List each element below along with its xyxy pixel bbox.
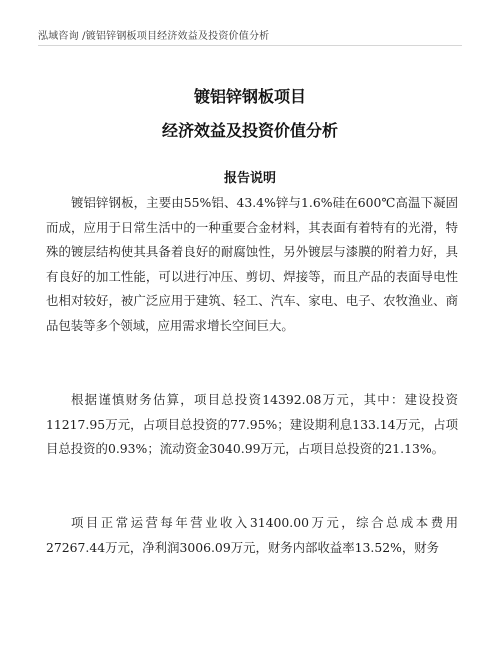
paragraph-text: 项目正常运营每年营业收入31400.00万元，综合总成本费用27267.44万元，净利润3006.09万元，财务内部收益率13.52%，财务 (46, 515, 458, 555)
document-title-line-2: 经济效益及投资价值分析 (161, 121, 338, 140)
running-header: 泓域咨询 /镀铝锌钢板项目经济效益及投资价值分析 (38, 31, 270, 42)
paragraph-text: 镀铝锌钢板，主要由55%铝、43.4%锌与1.6%硅在600℃高温下凝固而成，应用于日常生活中的一种重要合金材料，其表面有着特有的光滑，特殊的镀层结构使其具备着良好的耐腐蚀性，另外镀层与漆膜的附着力好，具有良好的加工性能，可以进行冲压、剪切、焊接等，而且产品的表面导电性也相对较好，被广泛应用于建筑、轻工、汽车、家电、电子、农牧渔业、商品包装等多个领域，应用需求增长空间巨大。 (46, 195, 458, 333)
paragraph-operating-revenue (46, 511, 458, 560)
paragraph-product-overview (46, 191, 458, 339)
section-heading-report-notes: 报告说明 (223, 171, 276, 186)
header-divider (38, 45, 462, 46)
paragraph-text: 根据谨慎财务估算，项目总投资14392.08万元，其中：建设投资11217.95万元，占项目总投资的77.95%；建设期利息133.14万元，占项目总投资的0.93%；流动资金3040.99万元，占项目总投资的21.13%。 (46, 392, 458, 457)
document-title-line-1: 镀铝锌钢板项目 (193, 87, 306, 106)
paragraph-investment-estimate (46, 388, 458, 462)
